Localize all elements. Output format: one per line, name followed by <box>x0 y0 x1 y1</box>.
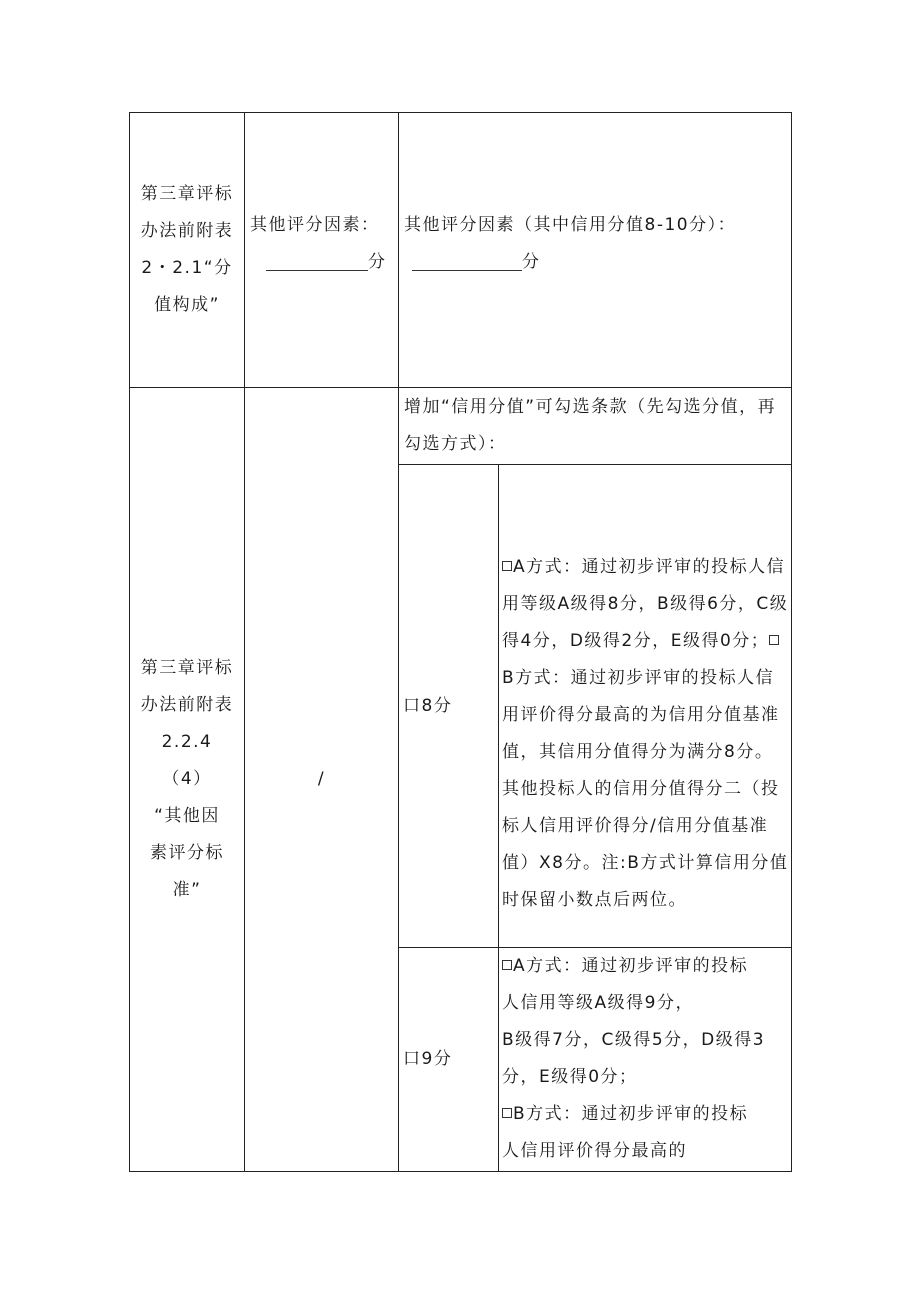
checkbox-icon[interactable] <box>502 561 512 571</box>
table-row <box>130 113 792 388</box>
score-unit: 分 <box>522 252 541 272</box>
chapter-line: 第三章评标 <box>140 184 234 204</box>
chapter-line: 第三章评标 <box>140 658 234 678</box>
score-option-9[interactable]: 口9分 <box>403 1049 453 1069</box>
revised-intro: 增加“信用分值”可勾选条款（先勾选分值，再勾选方式）： <box>404 397 777 454</box>
revised-clause-cell <box>399 113 792 388</box>
table-row <box>130 388 792 465</box>
chapter-cell <box>130 388 245 1172</box>
chapter-line: 2.2.4（4） <box>161 732 213 789</box>
revised-intro-cell <box>399 388 792 465</box>
chapter-cell <box>130 113 245 388</box>
method-a-text: B级得7分，C级得5分，D级得3分，E级得0分； <box>502 1030 766 1087</box>
score-blank <box>412 248 522 271</box>
not-applicable-mark: / <box>317 769 326 789</box>
chapter-text <box>137 176 237 324</box>
checkbox-icon[interactable] <box>502 1108 512 1118</box>
original-clause-cell <box>245 113 399 388</box>
chapter-line: 2・2.1“分 <box>141 258 233 278</box>
method-cell <box>499 465 792 948</box>
chapter-line: 素评分标 <box>150 843 224 863</box>
method-a-text: A方式：通过初步评审的投标 <box>513 956 749 976</box>
method-b-text: B方式：通过初步评审的投标人信用评价得分最高的为信用分值基准值，其信用分值得分为满分8分。其他投标人的信用分值得分二（投标人信用评价得分/信用分值基准值）X8分。注:B方式计算信用分值时保留小数点后两位。 <box>502 668 789 910</box>
score-blank <box>266 248 368 271</box>
method-b-text: B方式：通过初步评审的投标 <box>513 1104 749 1124</box>
original-clause-cell <box>245 388 399 1172</box>
checkbox-icon[interactable] <box>502 960 512 970</box>
method-a-text: 人信用等级A级得9分， <box>502 993 694 1013</box>
method-a-text: A方式：通过初步评审的投标人信用等级A级得8分，B级得6分，C级得4分，D级得2分，E级得0分； <box>502 557 789 651</box>
comparison-table <box>129 112 792 1172</box>
chapter-line: “其他因 <box>154 806 220 826</box>
score-option-8[interactable]: 口8分 <box>403 695 453 716</box>
score-unit: 分 <box>368 252 387 272</box>
original-label: 其他评分因素： <box>250 215 380 235</box>
chapter-line: 办法前附表 <box>140 695 234 715</box>
score-option-cell <box>399 948 499 1172</box>
chapter-line: 办法前附表 <box>140 221 234 241</box>
method-cell <box>499 948 792 1172</box>
method-b-text: 人信用评价得分最高的 <box>502 1141 687 1161</box>
chapter-text <box>137 650 237 909</box>
revised-label: 其他评分因素（其中信用分值8-10分）： <box>404 215 737 235</box>
chapter-line: 值构成” <box>154 295 220 315</box>
chapter-line: 准” <box>172 880 202 900</box>
score-option-cell <box>399 465 499 948</box>
checkbox-icon[interactable] <box>769 635 779 645</box>
